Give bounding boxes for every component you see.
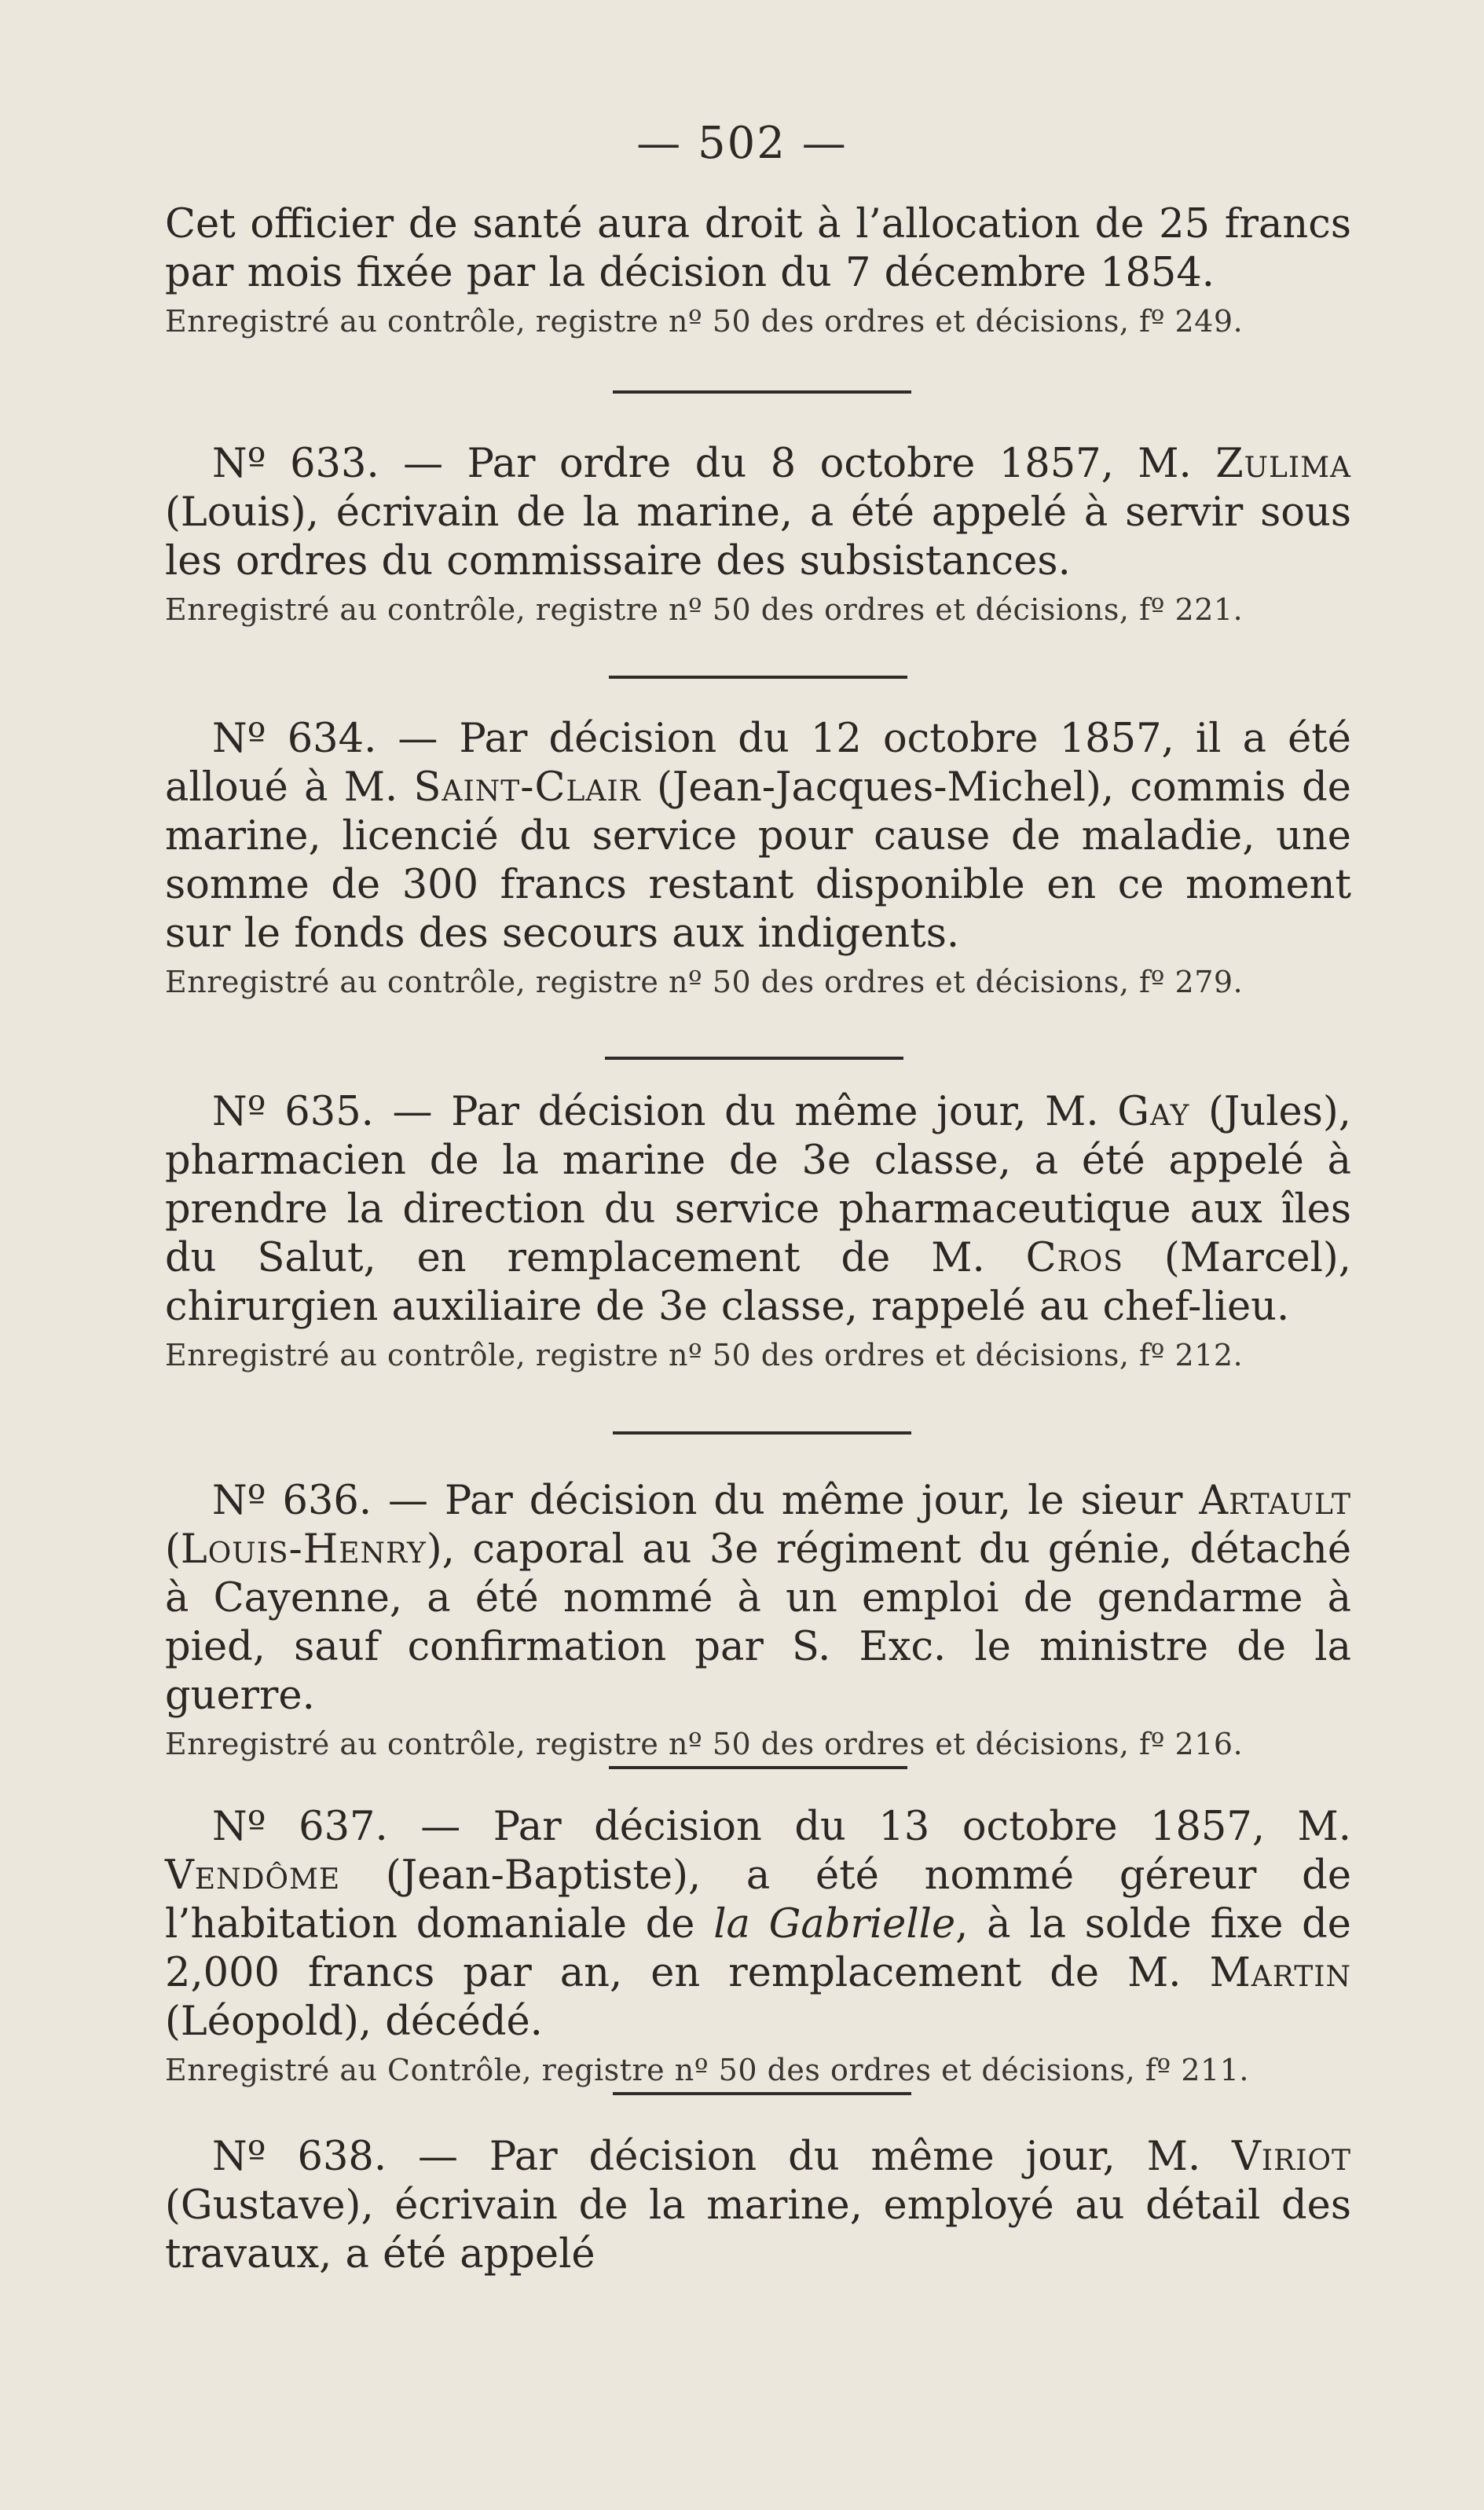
entry-635 (165, 1088, 1351, 1374)
person-name: Artault (1199, 1478, 1351, 1524)
entry-text: Nº 633. — Par ordre du 8 octobre 1857, M. Zulima (Louis), écrivain de la marine, a été appelé à servir sous les ordres du commissaire des subsistances. (165, 441, 1351, 584)
separator-rule (609, 676, 907, 679)
entry-number: Nº 637. (212, 1804, 388, 1850)
entry-text: Cet officier de santé aura droit à l’allocation de 25 francs par mois fixée par la décision du 7 décembre 1854. (165, 201, 1351, 296)
person-name: Zulima (1215, 441, 1351, 487)
person-name: Martin (1209, 1950, 1351, 1996)
entry-text: Nº 635. — Par décision du même jour, M. Gay (Jules), pharmacien de la marine de 3e classe, a été appelé à prendre la direction du service pharmaceutique aux îles du Salut, en remplacement de M. Cros (Marcel), chirurgien auxiliaire de 3e classe, rappelé au chef-lieu. (165, 1089, 1351, 1330)
entry-continuation (165, 200, 1351, 340)
estate-name: la Gabrielle (713, 1901, 956, 1948)
entry-text: Nº 637. — Par décision du 13 octobre 1857, M. Vendôme (Jean-Baptiste), a été nommé géreur de l’habitation domaniale de la Gabrielle, à la solde fixe de 2,000 francs par an, en remplacement de M. Martin (Léopold), décédé. (165, 1804, 1351, 2045)
register-line: Enregistré au contrôle, registre nº 50 des ordres et décisions, fº 212. (165, 1338, 1244, 1372)
entry-number: Nº 638. (212, 2134, 387, 2180)
entry-number: Nº 636. (212, 1478, 372, 1524)
person-name: Vendôme (165, 1852, 341, 1899)
page-number: — 502 — (636, 118, 848, 169)
separator-rule (613, 390, 911, 394)
entry-633 (165, 440, 1351, 628)
separator-rule (609, 1766, 907, 1769)
separator-rule (613, 2092, 911, 2095)
register-line: Enregistré au Contrôle, registre nº 50 des ordres et décisions, fº 211. (165, 2053, 1249, 2087)
entry-number: Nº 633. (212, 441, 379, 487)
entry-number: Nº 634. (212, 716, 377, 762)
person-name: Cros (1025, 1235, 1123, 1281)
register-line: Enregistré au contrôle, registre nº 50 des ordres et décisions, fº 249. (165, 304, 1244, 339)
separator-rule (605, 1057, 903, 1060)
entry-636 (165, 1477, 1351, 1763)
entry-634 (165, 715, 1351, 1001)
entry-text: Nº 638. — Par décision du même jour, M. Viriot (Gustave), écrivain de la marine, employé au détail des travaux, a été appelé (165, 2134, 1351, 2277)
register-line: Enregistré au contrôle, registre nº 50 des ordres et décisions, fº 221. (165, 592, 1244, 627)
separator-rule (613, 1431, 911, 1435)
register-line: Enregistré au contrôle, registre nº 50 des ordres et décisions, fº 216. (165, 1727, 1244, 1761)
person-name: Gay (1117, 1089, 1190, 1135)
register-line: Enregistré au contrôle, registre nº 50 des ordres et décisions, fº 279. (165, 965, 1244, 999)
entry-text: Nº 634. — Par décision du 12 octobre 1857, il a été alloué à M. Saint-Clair (Jean-Jacques-Michel), commis de marine, licencié du service pour cause de maladie, une somme de 300 francs restant disponible en ce moment sur le fonds des secours aux indigents. (165, 716, 1351, 957)
entry-637 (165, 1803, 1351, 2089)
entry-638 (165, 2133, 1351, 2279)
person-name: Viriot (1232, 2134, 1351, 2180)
person-name: Louis-Henry (180, 1526, 427, 1573)
entry-number: Nº 635. (212, 1089, 374, 1135)
entry-text: Nº 636. — Par décision du même jour, le sieur Artault (Louis-Henry), caporal au 3e régiment du génie, détaché à Cayenne, a été nommé à un emploi de gendarme à pied, sauf confirmation par S. Exc. le ministre de la guerre. (165, 1478, 1351, 1719)
person-name: Saint-Clair (413, 764, 641, 811)
